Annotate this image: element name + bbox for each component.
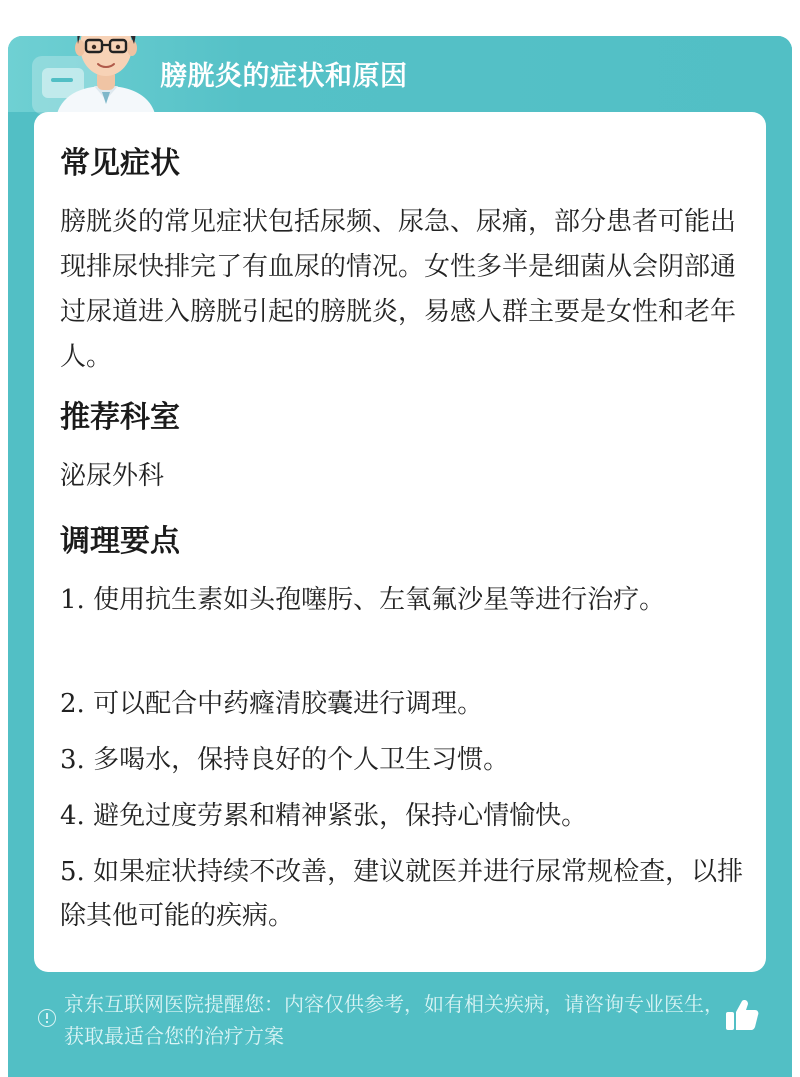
article-panel	[8, 36, 792, 1077]
list-number: 4.	[60, 801, 85, 831]
list-number: 2.	[60, 689, 85, 719]
info-icon	[38, 1009, 56, 1027]
section-heading-department: 推荐科室	[60, 400, 180, 435]
care-tip-item	[60, 850, 750, 938]
disclaimer-text: 京东互联网医院提醒您：内容仅供参考，如有相关疾病，请咨询专业医生，获取最适合您的治疗方案	[64, 992, 724, 1048]
list-text: 可以配合中药癃清胶囊进行调理。	[93, 689, 484, 719]
list-text: 使用抗生素如头孢噻肟、左氧氟沙星等进行治疗。	[93, 585, 666, 615]
list-number: 3.	[60, 745, 85, 775]
section-heading-symptoms: 常见症状	[60, 146, 180, 181]
list-text: 如果症状持续不改善，建议就医并进行尿常规检查，以排除其他可能的疾病。	[60, 857, 744, 931]
content-card	[34, 112, 766, 972]
care-tip-item	[60, 682, 750, 726]
department-text: 泌尿外科	[60, 461, 165, 491]
list-text: 多喝水，保持良好的个人卫生习惯。	[93, 745, 510, 775]
page-title: 膀胱炎的症状和原因	[160, 61, 408, 92]
care-tip-item	[60, 794, 750, 838]
thumbs-up-icon[interactable]	[724, 998, 760, 1032]
care-tip-item	[60, 738, 750, 782]
list-number: 5.	[60, 857, 85, 887]
list-text: 避免过度劳累和精神紧张，保持心情愉快。	[93, 801, 588, 831]
list-number: 1.	[60, 585, 85, 615]
care-tip-item	[60, 578, 750, 622]
doctor-avatar	[50, 36, 162, 118]
section-heading-care-tips: 调理要点	[60, 524, 180, 559]
symptoms-text: 膀胱炎的常见症状包括尿频、尿急、尿痛，部分患者可能出现排尿快排完了有血尿的情况。女性多半是细菌从会阴部通过尿道进入膀胱引起的膀胱炎，易感人群主要是女性和老年人。	[60, 207, 737, 372]
